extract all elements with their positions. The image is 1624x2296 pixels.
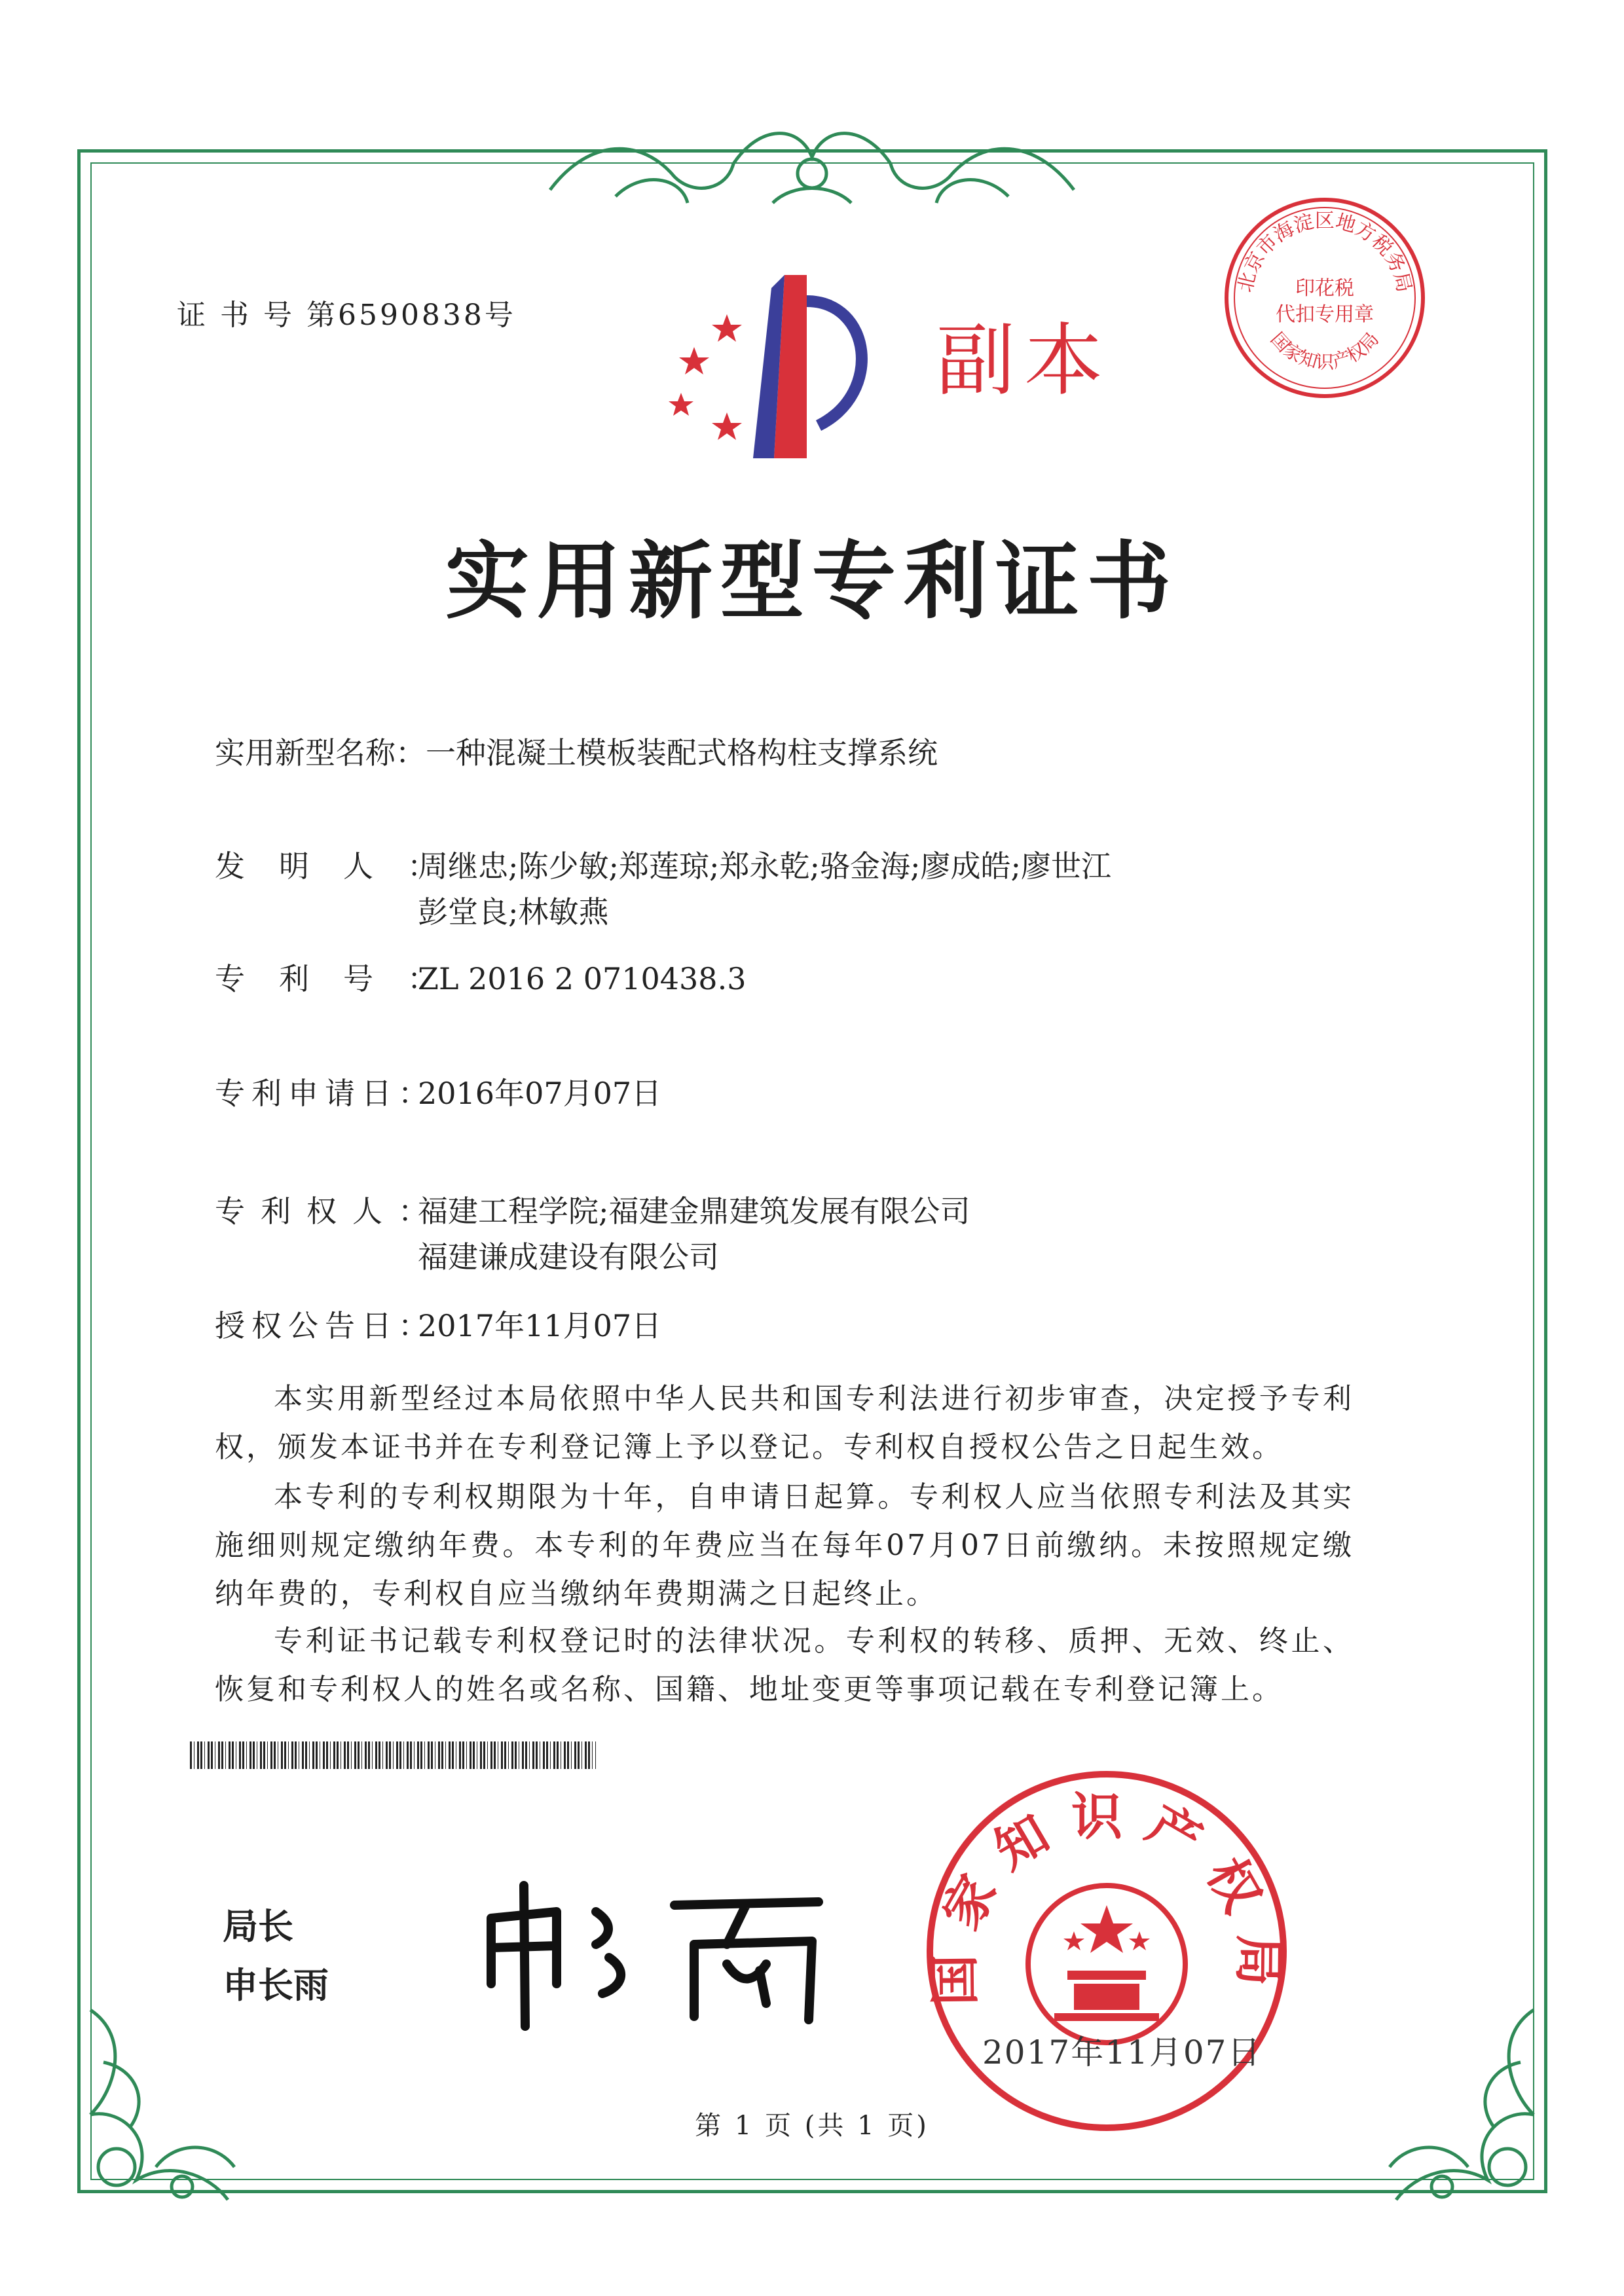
patent-office-logo bbox=[655, 262, 904, 471]
patentee-line-1: 福建工程学院;福建金鼎建筑发展有限公司 bbox=[418, 1194, 970, 1229]
certificate-title: 实用新型专利证书 bbox=[445, 533, 1179, 630]
certificate-number: 证 书 号 第6590838号 bbox=[177, 299, 516, 332]
svg-text:国家知识产权局 bbox=[1266, 328, 1383, 373]
grant-date-label: 授权公告日： bbox=[215, 1308, 435, 1343]
application-date-row bbox=[215, 1070, 1387, 1116]
national-emblem-icon bbox=[1028, 1886, 1185, 2043]
tax-stamp-center-line1: 印花税 bbox=[1295, 277, 1354, 300]
statement-paragraph-2: 本专利的专利权期限为十年，自申请日起算。专利权人应当依照专利法及其实施细则规定缴纳年费。本专利的年费应当在每年07月07日前缴纳。未按照规定缴纳年费的，专利权自应当缴纳年费期满之日起终止。 bbox=[215, 1480, 1354, 1611]
statement-paragraph-1: 本实用新型经过本局依照中华人民共和国专利法进行初步审查，决定授予专利权，颁发本证书并在专利登记簿上予以登记。专利权自授权公告之日起生效。 bbox=[215, 1382, 1354, 1464]
tax-stamp-bottom-text: 国家知识产权局 bbox=[1266, 328, 1384, 373]
grant-date-value: 2017年11月07日 bbox=[418, 1308, 662, 1343]
barcode bbox=[190, 1741, 596, 1769]
patent-number-label: 专利号： bbox=[215, 961, 471, 996]
seal-ring-text: 国家知识产权局 bbox=[925, 1787, 1288, 2006]
utility-model-name-label: 实用新型名称： bbox=[215, 735, 426, 771]
page-footer: 第 1 页 (共 1 页) bbox=[695, 2111, 929, 2141]
application-date-value: 2016年07月07日 bbox=[418, 1076, 662, 1111]
inventor-label: 发明人： bbox=[215, 848, 471, 884]
patent-number-value: ZL 2016 2 0710438.3 bbox=[418, 961, 747, 996]
patentee-row bbox=[215, 1188, 1387, 1280]
patent-number-row bbox=[215, 956, 1387, 1002]
patentee-line-2: 福建谦成建设有限公司 bbox=[418, 1239, 719, 1275]
inventor-row bbox=[215, 843, 1387, 935]
seal-date: 2017年11月07日 bbox=[982, 2033, 1262, 2071]
patentee-label: 专利权人： bbox=[215, 1194, 444, 1229]
statement-paragraph-3: 专利证书记载专利权登记时的法律状况。专利权的转移、质押、无效、终止、恢复和专利权人的姓名或名称、国籍、地址变更等事项记载在专利登记簿上。 bbox=[215, 1624, 1354, 1706]
director-name: 申长雨 bbox=[223, 1965, 329, 2006]
utility-model-name-row bbox=[215, 730, 938, 776]
top-floral-ornament bbox=[537, 111, 1087, 216]
inventor-line-1: 周继忠;陈少敏;郑莲琼;郑永乾;骆金海;廖成皓;廖世江 bbox=[418, 848, 1111, 884]
tax-stamp-ring-text: 北京市海淀区地方税务局 bbox=[1234, 209, 1416, 295]
tax-stamp-center-line2: 代扣专用章 bbox=[1276, 303, 1374, 326]
inventor-line-2: 彭堂良;林敏燕 bbox=[418, 894, 609, 930]
director-title: 局长 bbox=[223, 1906, 293, 1947]
director-signature bbox=[478, 1872, 845, 2036]
official-seal bbox=[917, 1755, 1297, 2147]
grant-date-row bbox=[215, 1303, 1387, 1349]
application-date-label: 专利申请日： bbox=[215, 1076, 435, 1111]
copy-mark: 副本 bbox=[936, 316, 1112, 407]
utility-model-name-value: 一种混凝土模板装配式格构柱支撑系统 bbox=[426, 735, 938, 771]
tax-stamp bbox=[1217, 190, 1433, 406]
